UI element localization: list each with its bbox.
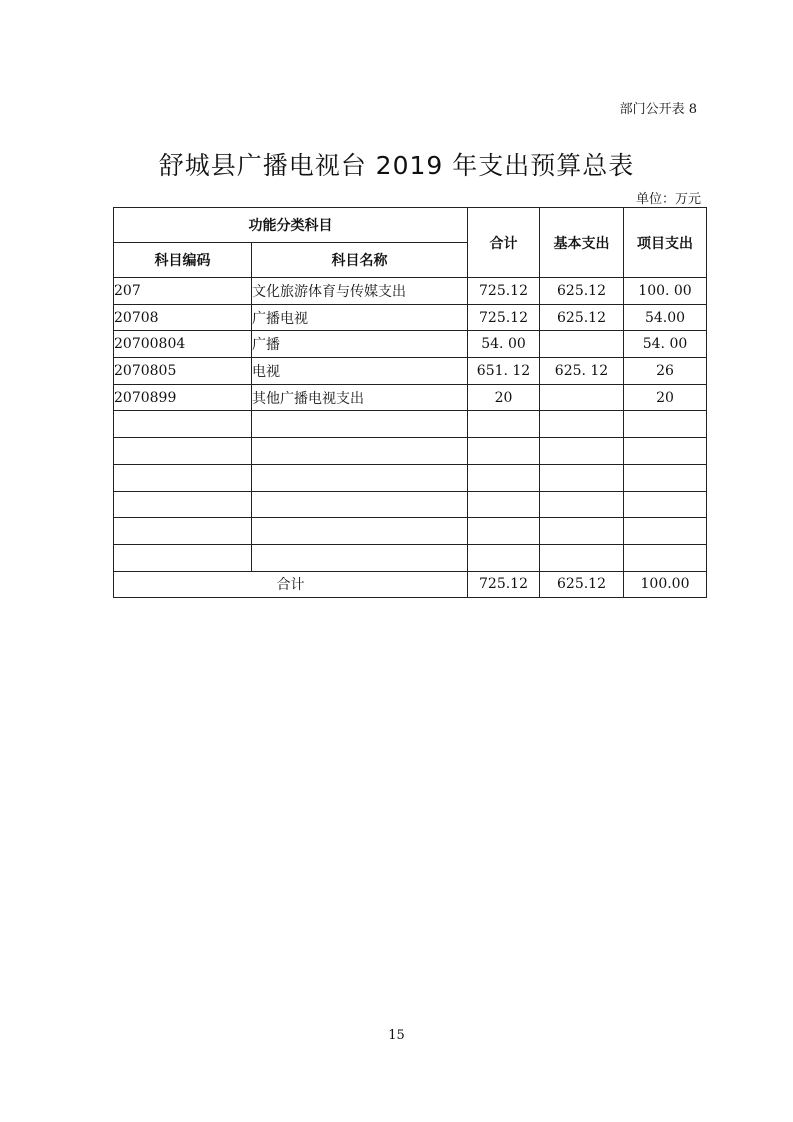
project-cell: 100. 00	[624, 278, 707, 305]
table-row	[114, 278, 707, 305]
project-cell	[624, 438, 707, 465]
basic-cell	[540, 544, 624, 571]
unit-label: 单位：万元	[635, 192, 701, 207]
subject-code-cell: 20700804	[114, 331, 252, 358]
subject-name-cell: 电视	[252, 358, 468, 385]
total-cell: 20	[468, 384, 540, 411]
subject-name-cell	[252, 411, 468, 438]
subject-name-cell: 文化旅游体育与传媒支出	[252, 278, 468, 305]
table-row	[114, 331, 707, 358]
total-cell: 651. 12	[468, 358, 540, 385]
subject-code-cell	[114, 491, 252, 518]
total-row-label: 合计	[114, 571, 468, 598]
subject-code-cell	[114, 411, 252, 438]
table-row	[114, 438, 707, 465]
total-cell	[468, 518, 540, 545]
project-cell: 26	[624, 358, 707, 385]
total-cell	[468, 491, 540, 518]
basic-cell	[540, 331, 624, 358]
project-cell: 54.00	[624, 304, 707, 331]
table-row	[114, 491, 707, 518]
basic-cell	[540, 518, 624, 545]
subject-code-cell	[114, 438, 252, 465]
total-row-total: 725.12	[468, 571, 540, 598]
project-cell	[624, 544, 707, 571]
table-row	[114, 411, 707, 438]
total-row-project: 100.00	[624, 571, 707, 598]
budget-table	[113, 207, 707, 598]
subject-code-cell	[114, 544, 252, 571]
project-cell: 54. 00	[624, 331, 707, 358]
header-subject-code: 科目编码	[114, 243, 252, 278]
table-row	[114, 358, 707, 385]
table-row	[114, 544, 707, 571]
subject-code-cell	[114, 464, 252, 491]
project-cell: 20	[624, 384, 707, 411]
subject-name-cell	[252, 464, 468, 491]
header-basic-expenditure: 基本支出	[540, 208, 624, 278]
subject-name-cell	[252, 544, 468, 571]
subject-name-cell: 广播电视	[252, 304, 468, 331]
total-cell: 725.12	[468, 304, 540, 331]
basic-cell	[540, 438, 624, 465]
table-row	[114, 518, 707, 545]
project-cell	[624, 491, 707, 518]
basic-cell	[540, 491, 624, 518]
total-cell: 54. 00	[468, 331, 540, 358]
header-total: 合计	[468, 208, 540, 278]
table-row	[114, 464, 707, 491]
basic-cell: 625.12	[540, 278, 624, 305]
subject-code-cell: 2070805	[114, 358, 252, 385]
project-cell	[624, 518, 707, 545]
document-title: 舒城县广播电视台 2019 年支出预算总表	[158, 151, 635, 180]
subject-name-cell: 广播	[252, 331, 468, 358]
subject-name-cell	[252, 438, 468, 465]
total-cell	[468, 438, 540, 465]
subject-code-cell	[114, 518, 252, 545]
total-cell: 725.12	[468, 278, 540, 305]
total-row	[114, 571, 707, 598]
total-row-basic: 625.12	[540, 571, 624, 598]
subject-code-cell: 207	[114, 278, 252, 305]
basic-cell	[540, 411, 624, 438]
total-cell	[468, 464, 540, 491]
basic-cell	[540, 464, 624, 491]
page-number: 15	[388, 1028, 405, 1043]
header-function-category: 功能分类科目	[114, 208, 468, 243]
subject-name-cell	[252, 491, 468, 518]
table-row	[114, 304, 707, 331]
header-project-expenditure: 项目支出	[624, 208, 707, 278]
table-body	[114, 278, 707, 598]
total-cell	[468, 411, 540, 438]
basic-cell	[540, 384, 624, 411]
subject-name-cell	[252, 518, 468, 545]
project-cell	[624, 464, 707, 491]
subject-code-cell: 20708	[114, 304, 252, 331]
basic-cell: 625. 12	[540, 358, 624, 385]
document-tag: 部门公开表 8	[619, 102, 697, 117]
basic-cell: 625.12	[540, 304, 624, 331]
header-subject-name: 科目名称	[252, 243, 468, 278]
subject-name-cell: 其他广播电视支出	[252, 384, 468, 411]
table-row	[114, 384, 707, 411]
project-cell	[624, 411, 707, 438]
total-cell	[468, 544, 540, 571]
subject-code-cell: 2070899	[114, 384, 252, 411]
